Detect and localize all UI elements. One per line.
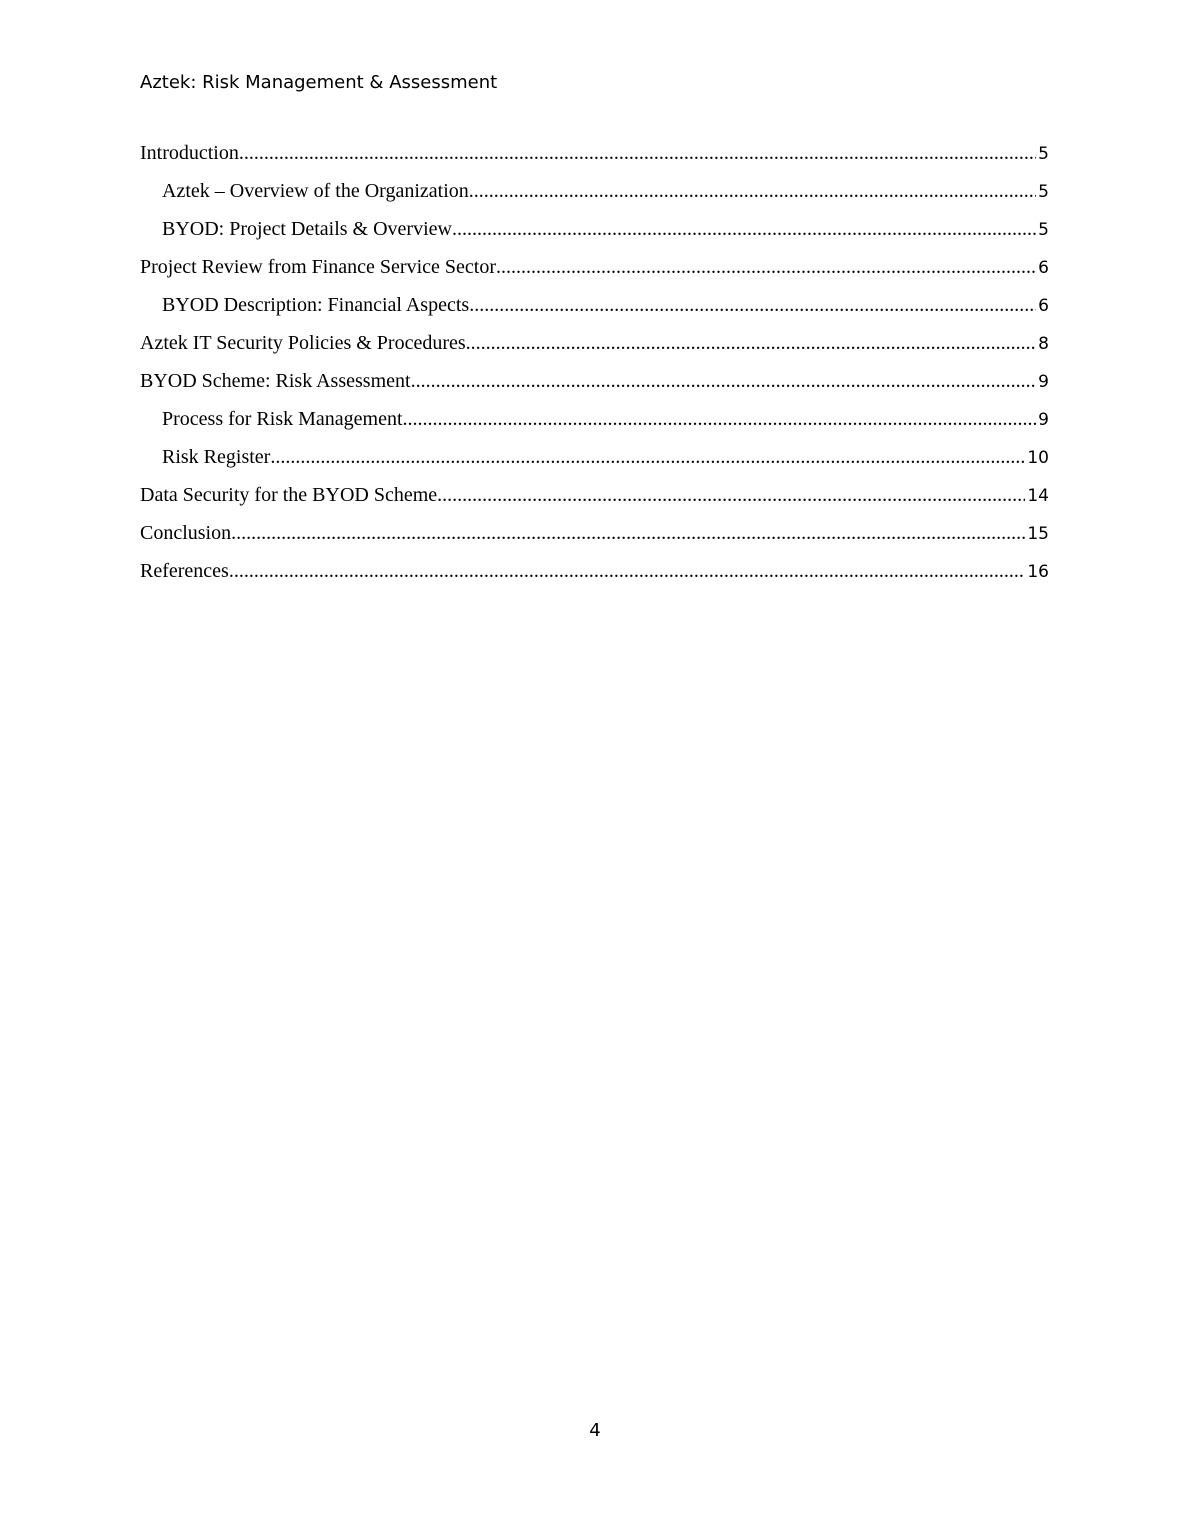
toc-entry-page: 8 bbox=[1038, 334, 1049, 354]
toc-entry-introduction[interactable] bbox=[140, 140, 1049, 178]
toc-entry-risk-management-process[interactable] bbox=[140, 406, 1049, 444]
toc-dot-leader bbox=[270, 444, 1025, 470]
toc-entry-aztek-overview[interactable] bbox=[140, 178, 1049, 216]
toc-entry-page: 10 bbox=[1027, 448, 1049, 468]
toc-entry-references[interactable] bbox=[140, 558, 1049, 596]
toc-dot-leader bbox=[466, 330, 1037, 356]
page-header-title: Aztek: Risk Management & Assessment bbox=[140, 72, 498, 93]
toc-dot-leader bbox=[411, 368, 1037, 394]
toc-entry-title: Aztek IT Security Policies & Procedures bbox=[140, 332, 466, 354]
toc-entry-page: 14 bbox=[1027, 486, 1049, 506]
toc-dot-leader bbox=[231, 520, 1025, 546]
toc-entry-conclusion[interactable] bbox=[140, 520, 1049, 558]
toc-entry-page: 16 bbox=[1027, 562, 1049, 582]
toc-entry-byod-project-details[interactable] bbox=[140, 216, 1049, 254]
toc-entry-title: BYOD Scheme: Risk Assessment bbox=[140, 370, 411, 392]
toc-entry-page: 9 bbox=[1038, 372, 1049, 392]
toc-entry-page: 5 bbox=[1038, 144, 1049, 164]
toc-entry-title: Data Security for the BYOD Scheme bbox=[140, 484, 438, 506]
toc-dot-leader bbox=[496, 254, 1036, 280]
toc-entry-risk-assessment[interactable] bbox=[140, 368, 1049, 406]
toc-entry-risk-register[interactable] bbox=[140, 444, 1049, 482]
toc-dot-leader bbox=[239, 140, 1036, 166]
toc-entry-page: 5 bbox=[1038, 220, 1049, 240]
toc-entry-title: Risk Register bbox=[162, 446, 271, 468]
toc-dot-leader bbox=[469, 178, 1036, 204]
toc-dot-leader bbox=[469, 292, 1036, 318]
toc-entry-title: References bbox=[140, 560, 229, 582]
toc-entry-title: Introduction bbox=[140, 142, 239, 164]
toc-dot-leader bbox=[403, 406, 1037, 432]
toc-dot-leader bbox=[452, 216, 1036, 242]
toc-entry-project-review[interactable] bbox=[140, 254, 1049, 292]
toc-entry-title: BYOD Description: Financial Aspects bbox=[162, 294, 470, 316]
toc-entry-title: Project Review from Finance Service Sector bbox=[140, 256, 496, 278]
toc-entry-title: Aztek – Overview of the Organization bbox=[162, 180, 469, 202]
toc-dot-leader bbox=[229, 558, 1026, 584]
toc-entry-page: 15 bbox=[1027, 524, 1049, 544]
toc-entry-page: 9 bbox=[1038, 410, 1049, 430]
toc-entry-title: Process for Risk Management bbox=[162, 408, 403, 430]
page-number: 4 bbox=[589, 1420, 601, 1441]
toc-entry-page: 5 bbox=[1038, 182, 1049, 202]
table-of-contents bbox=[140, 140, 1049, 596]
toc-entry-title: Conclusion bbox=[140, 522, 232, 544]
toc-entry-page: 6 bbox=[1038, 296, 1049, 316]
toc-entry-security-policies[interactable] bbox=[140, 330, 1049, 368]
toc-dot-leader bbox=[437, 482, 1025, 508]
toc-entry-page: 6 bbox=[1038, 258, 1049, 278]
toc-entry-title: BYOD: Project Details & Overview bbox=[162, 218, 452, 240]
toc-entry-byod-financial-aspects[interactable] bbox=[140, 292, 1049, 330]
toc-entry-data-security[interactable] bbox=[140, 482, 1049, 520]
